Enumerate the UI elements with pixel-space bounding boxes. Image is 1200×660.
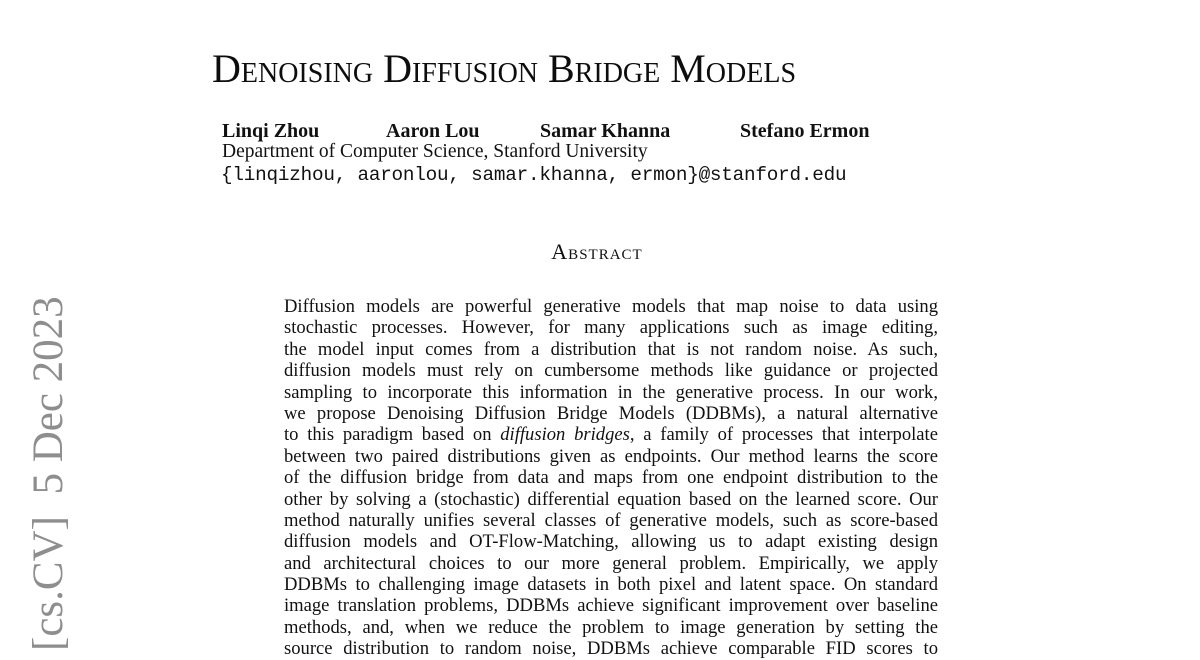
abstract-text: diffusion models and OT-Flow-Matching, allowing us to adapt existing design xyxy=(284,531,938,553)
abstract-line xyxy=(284,489,938,510)
abstract-line xyxy=(284,339,938,360)
abstract-text: stochastic processes. However, for many applications such as image editing, xyxy=(284,317,938,339)
author-name: Samar Khanna xyxy=(540,120,671,142)
abstract-line xyxy=(284,446,938,467)
abstract-text: the model input comes from a distribution that is not random noise. As such, xyxy=(284,338,938,360)
abstract-text: , a family of processes that interpolate xyxy=(629,424,938,446)
abstract-line xyxy=(284,296,938,317)
arxiv-category-stamp: [cs.CV] 5 Dec 2023 xyxy=(25,296,72,651)
abstract-line xyxy=(284,638,938,659)
abstract-text: and architectural choices to our more general problem. Empirically, we apply xyxy=(284,552,938,574)
abstract-italic-text: diffusion bridges xyxy=(500,424,630,446)
email-addresses: {linqizhou, aaronlou, samar.khanna, ermon}@stanford.edu xyxy=(221,164,847,186)
abstract-line xyxy=(284,403,938,424)
abstract-text: of the diffusion bridge from data and maps from one endpoint distribution to the xyxy=(284,467,938,489)
abstract-line xyxy=(284,467,938,488)
abstract-line xyxy=(284,510,938,531)
abstract-text: DDBMs to challenging image datasets in both pixel and latent space. On standard xyxy=(284,574,938,596)
abstract-line xyxy=(284,617,938,638)
author-name: Stefano Ermon xyxy=(740,120,870,142)
abstract-line xyxy=(284,360,938,381)
affiliation-text: Department of Computer Science, Stanford University xyxy=(222,141,648,162)
abstract-text: Diffusion models are powerful generative models that map noise to data using xyxy=(284,296,938,317)
abstract-line xyxy=(284,424,938,445)
author-row xyxy=(0,121,1200,143)
abstract-text: other by solving a (stochastic) differential equation based on the learned score. Our xyxy=(284,488,938,510)
paper-title: Denoising Diffusion Bridge Models xyxy=(212,46,797,91)
abstract-line xyxy=(284,553,938,574)
abstract-text: sampling to incorporate this information in the generative process. In our work, xyxy=(284,381,938,403)
abstract-line xyxy=(284,382,938,403)
abstract-line xyxy=(284,531,938,552)
abstract-text: method naturally unifies several classes of generative models, such as score-based xyxy=(284,509,938,531)
abstract-heading: Abstract xyxy=(551,239,643,264)
abstract-text: source distribution to random noise, DDBMs achieve comparable FID scores to xyxy=(284,638,938,660)
abstract-text: methods, and, when we reduce the problem to image generation by setting the xyxy=(284,616,938,638)
abstract-text: between two paired distributions given as endpoints. Our method learns the score xyxy=(284,445,938,467)
abstract-line xyxy=(284,574,938,595)
abstract-text: image translation problems, DDBMs achieve significant improvement over baseline xyxy=(284,595,938,617)
author-name: Aaron Lou xyxy=(386,120,480,142)
abstract-text: to this paradigm based on xyxy=(284,424,501,446)
author-name: Linqi Zhou xyxy=(222,120,320,142)
abstract-text: we propose Denoising Diffusion Bridge Models (DDBMs), a natural alternative xyxy=(284,402,938,424)
abstract-body xyxy=(284,296,938,660)
abstract-line xyxy=(284,317,938,338)
abstract-text: diffusion models must rely on cumbersome methods like guidance or projected xyxy=(284,360,938,382)
abstract-line xyxy=(284,595,938,616)
